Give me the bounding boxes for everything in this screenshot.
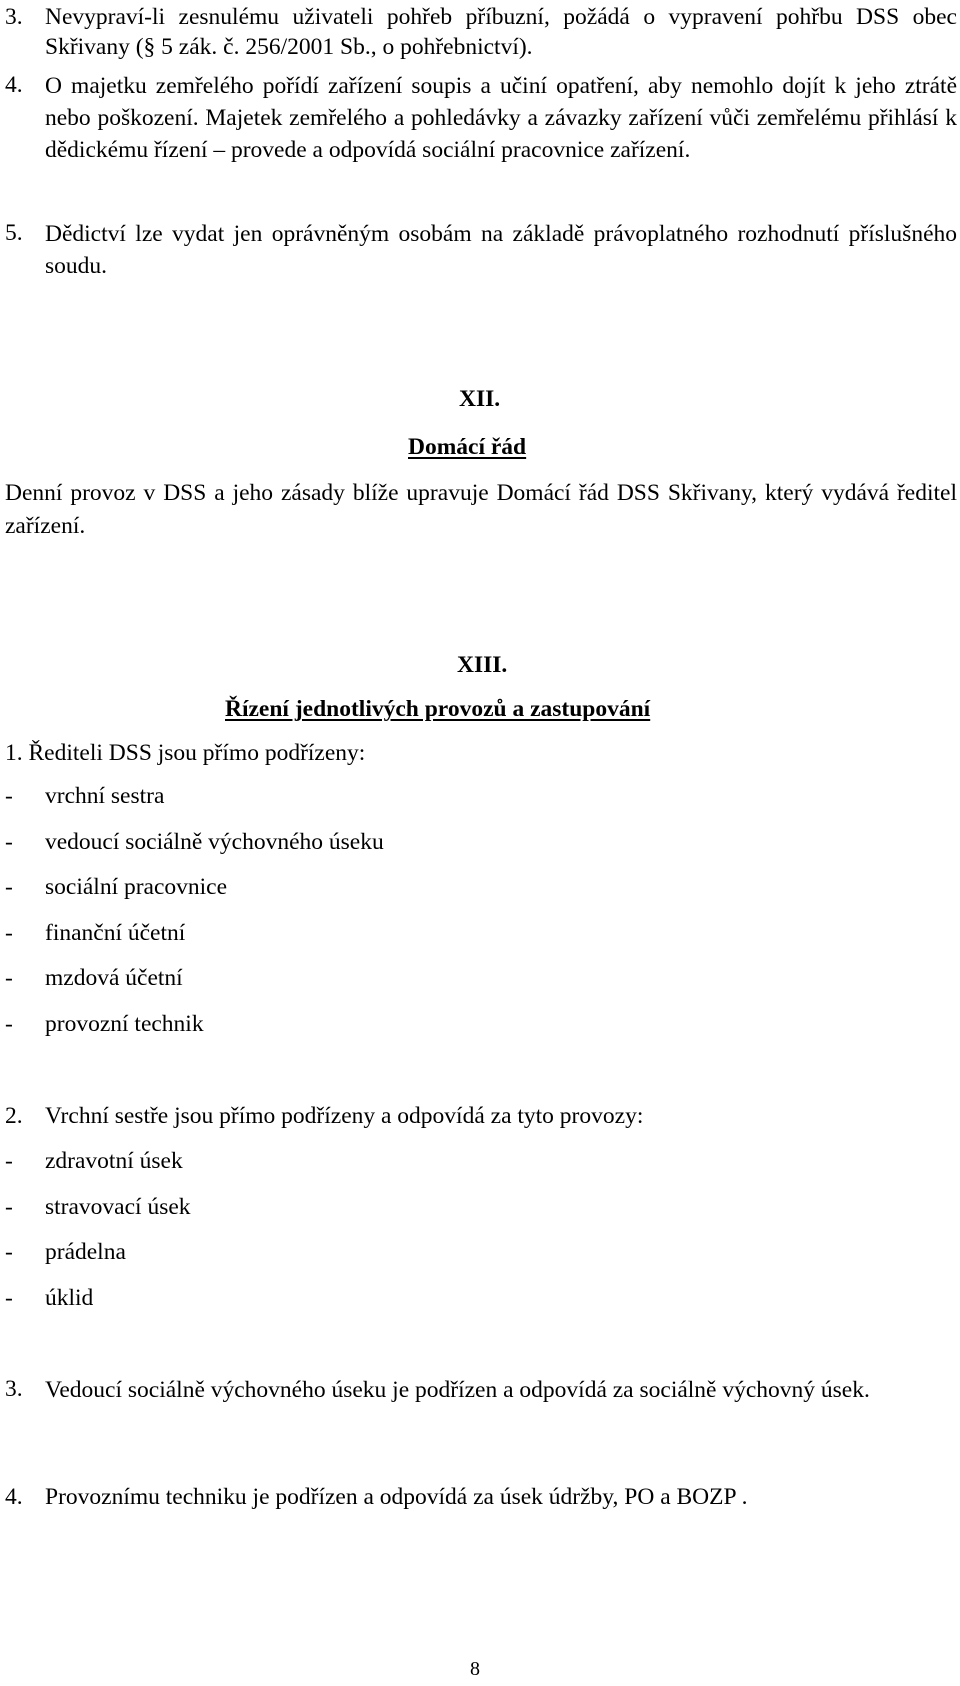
item-4-number: 4. (5, 72, 23, 98)
item-5-text: Dědictví lze vydat jen oprávněným osobám na základě právoplatného rozhodnutí příslušného soudu. (45, 221, 957, 279)
para-4-number: 4. (5, 1484, 23, 1510)
list-item: - zdravotní úsek (5, 1148, 183, 1174)
item-5-number: 5. (5, 220, 23, 246)
section-xii-number: XII. (459, 386, 501, 412)
list-item: - vedoucí sociálně výchovného úseku (5, 829, 384, 855)
para-4-text: Provoznímu techniku je podřízen a odpovídá za úsek údržby, PO a BOZP . (45, 1484, 748, 1510)
item-3-text: Nevypraví-li zesnulému uživateli pohřeb příbuzní, požádá o vypravení pohřbu DSS obec Skřivany (§ 5 zák. č. 256/2001 Sb., o pohřebnictví). (45, 4, 957, 60)
list-item: - prádelna (5, 1239, 126, 1265)
list-item: - stravovací úsek (5, 1194, 191, 1220)
list-item: - sociální pracovnice (5, 874, 228, 900)
section-xiii-number: XIII. (457, 652, 508, 678)
list-item: - provozní technik (5, 1011, 204, 1037)
page-number: 8 (470, 1658, 480, 1680)
para-3-number: 3. (5, 1376, 23, 1402)
section-xii-title: Domácí řád (408, 434, 527, 460)
list-item: - finanční účetní (5, 920, 186, 946)
list-item: - vrchní sestra (5, 783, 165, 809)
list-item: - úklid (5, 1285, 94, 1311)
section-xii-text: Denní provoz v DSS a jeho zásady blíže upravuje Domácí řád DSS Skřivany, který vydává ředitel zařízení. (5, 480, 957, 539)
item-4-text: O majetku zemřelého pořídí zařízení soupis a učiní opatření, aby nemohlo dojít k jeho ztrátě nebo poškození. Majetek zemřelého a pohledávky a závazky zařízení vůči zemřelému přihlásí k dědickému řízení – provede a odpovídá sociální pracovnice zařízení. (45, 73, 957, 163)
para-2-intro: Vrchní sestře jsou přímo podřízeny a odpovídá za tyto provozy: (45, 1103, 644, 1129)
para-3-text: Vedoucí sociálně výchovného úseku je podřízen a odpovídá za sociálně výchovný úsek. (45, 1377, 870, 1403)
list-item: - mzdová účetní (5, 965, 183, 991)
section-xiii-title: Řízení jednotlivých provozů a zastupování (225, 696, 651, 722)
para-1-intro: 1. Řediteli DSS jsou přímo podřízeny: (5, 740, 366, 766)
item-3-number: 3. (5, 4, 23, 30)
para-2-number: 2. (5, 1103, 23, 1129)
